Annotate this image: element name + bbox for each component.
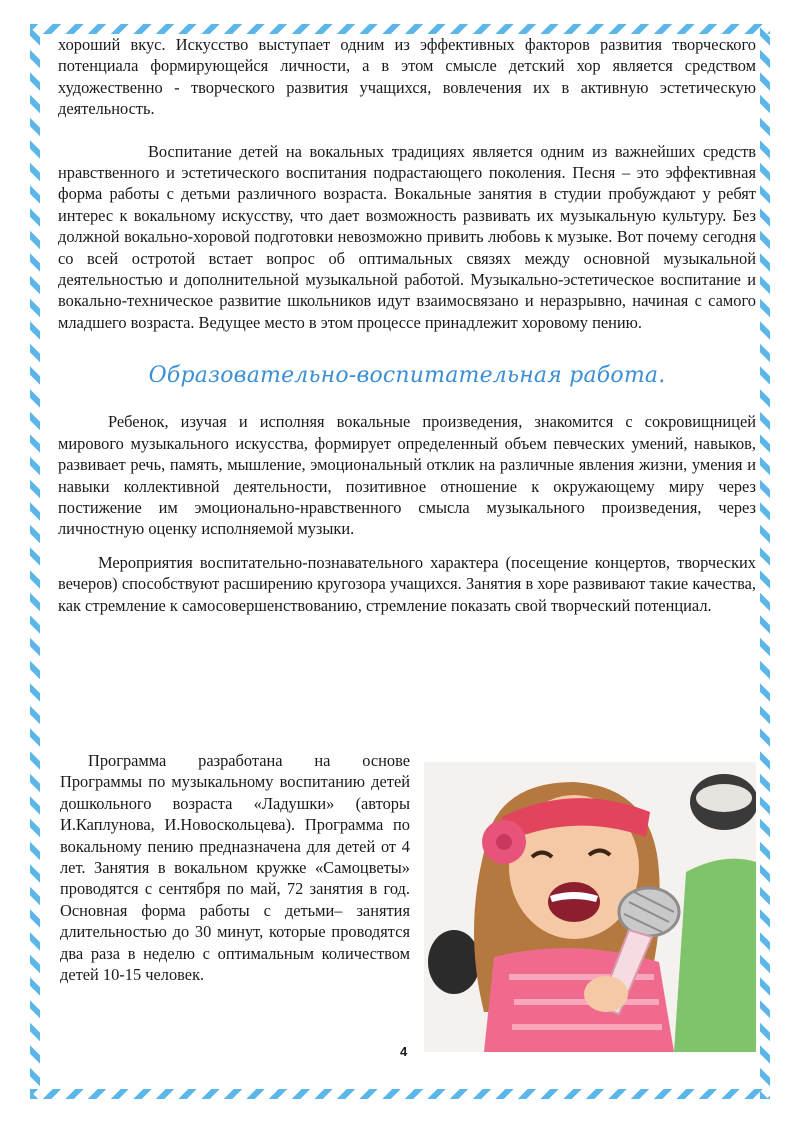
decorative-border-top (30, 24, 770, 34)
singing-girl-illustration (424, 762, 756, 1052)
section-heading: Образовательно-воспитательная работа. (148, 363, 666, 389)
singing-girl-photo (424, 762, 756, 1052)
paragraph-4: Мероприятия воспитательно-познавательного характера (посещение концертов, творческих вечеров) способствуют расширению кругозора учащихся. Занятия в хоре развивают такие качества, как стремление к самосовершенствованию, стремление показать свой творческий потенциал. (58, 552, 756, 615)
decorative-border-left (30, 24, 40, 1099)
page-number: 4 (400, 1044, 408, 1059)
decorative-border-right (760, 24, 770, 1099)
paragraph-1: хороший вкус. Искусство выступает одним из эффективных факторов развития творческого потенциала формирующейся личности, а в этом смысле детский хор является средством художественно - творческого развития учащихся, вовлечения их в активную эстетическую деятельность. (58, 35, 756, 119)
paragraph-2: Воспитание детей на вокальных традициях является одним из важнейших средств нравственного и эстетического воспитания подрастающего поколения. Песня – это эффективная форма работы с детьми различного возраста. Вокальные занятия в студии пробуждают у ребят интерес к вокальному искусству, что дает возможность развивать их музыкальную культуру. Без должной вокально-хоровой подготовки невозможно привить любовь к музыке. Вот почему сегодня со всей остротой встает вопрос об оптимальных связях между основной музыкальной деятельностью и дополнительной музыкальной работой. Музыкально-эстетическое воспитание и вокально-техническое развитие школьников идут взаимосвязано и неразрывно, начиная с самого младшего возраста. Ведущее место в этом процессе принадлежит хоровому пению. (58, 141, 756, 332)
paragraph-5: Программа разработана на основе Программы по музыкальному воспитанию детей дошкольного возраста «Ладушки» (авторы И.Каплунова, И.Новоскольцева). Программа по вокальному пению предназначена для детей от 4 лет. Занятия в вокальном кружке «Самоцветы» проводятся с сентября по май, 72 занятия в год. Основная форма работы с детьми– занятия длительностью до 30 минут, которые проводятся два раза в неделю с оптимальным количеством детей 10-15 человек. (60, 751, 410, 985)
decorative-border-bottom (30, 1089, 770, 1099)
paragraph-3: Ребенок, изучая и исполняя вокальные произведения, знакомится с сокровищницей мирового музыкального искусства, формирует определенный объем певческих умений, навыков, развивает речь, память, мышление, эмоциональный отклик на различные явления жизни, умения и навыки коллективной деятельности, позитивное отношение к окружающему миру через постижение им эмоционально-нравственного смысла музыкального произведения, через личностную оценку исполняемой музыки. (58, 412, 756, 539)
main-text (58, 34, 756, 616)
program-text (60, 750, 410, 985)
